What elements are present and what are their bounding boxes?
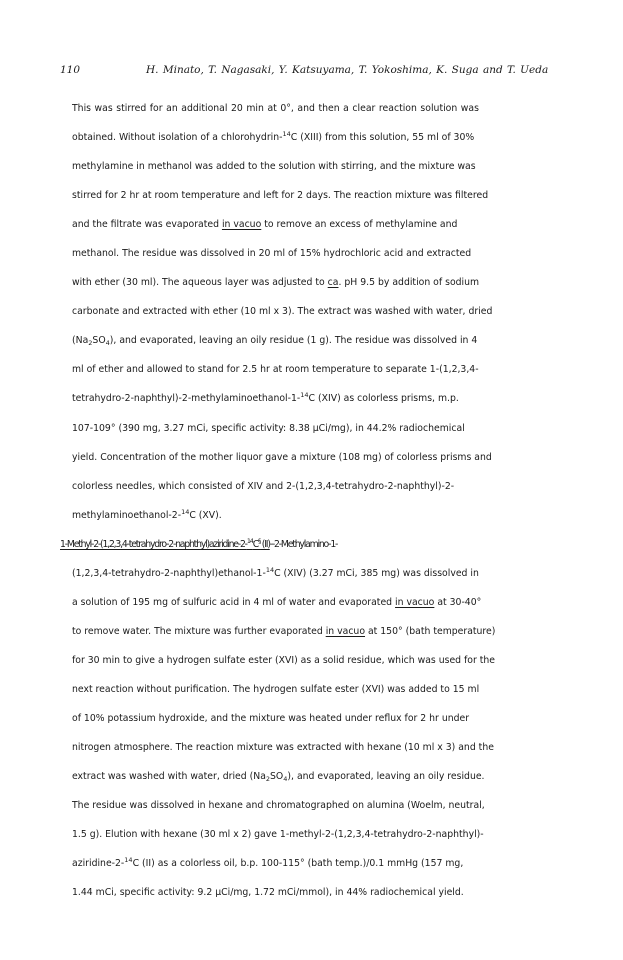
text-line: 1.44 mCi, specific activity: 9.2 µCi/mg, 1.72 mCi/mmol), in 44% radiochemical yield. (72, 887, 464, 899)
text-line: a solution of 195 mg of sulfuric acid in 4 ml of water and evaporated in vacuo at 30-40° (72, 596, 482, 608)
text-line: tetrahydro-2-naphthyl)-2-methylaminoethanol-1-$^{14}$C (XIV) as colorless prisms, m.p. (72, 391, 459, 405)
text-line: $(Na_2SO_4)$, and evaporated, leaving an oily residue (1 g). The residue was dissolved in 4 (72, 335, 478, 348)
text-line: for 30 min to give a hydrogen sulfate ester (XVI) as a solid residue, which was used for the (72, 654, 496, 666)
text-line: obtained. Without isolation of a chlorohydrin-$^{14}$C (XIII) from this solution, 55 ml of 30% (72, 130, 475, 144)
section-heading-line: 1-Methyl-2-(1,2,3,4-tetrahydro-2-naphthyl)aziridine-2-$^{14}$C§ (II)--2-Methylamino-1- (60, 536, 338, 550)
text-line: to remove water. The mixture was further evaporated in vacuo at 150° (bath temperature) (72, 625, 496, 637)
text-line: The residue was dissolved in hexane and chromatographed on alumina (Woelm, neutral, (72, 800, 485, 812)
text-line: nitrogen atmosphere. The reaction mixture was extracted with hexane (10 ml x 3) and the (72, 742, 494, 754)
text-line: This was stirred for an additional 20 min at 0°, and then a clear reaction solution was (72, 103, 479, 114)
text-line: aziridine-2-$^{14}$C (II) as a colorless oil, b.p. 100-115° (bath temp.)/0.1 mmHg (157 mg, (72, 856, 464, 870)
running-header (60, 64, 580, 82)
page-number: 110 (60, 64, 81, 76)
author-line: H. Minato, T. Nagasaki, Y. Katsuyama, T. Yokoshima, K. Suga and T. Ueda (146, 64, 549, 76)
text-line: methanol. The residue was dissolved in 20 ml of 15% hydrochloric acid and extracted (72, 248, 472, 260)
text-line: stirred for 2 hr at room temperature and left for 2 days. The reaction mixture was filtered (72, 190, 489, 202)
text-line: and the filtrate was evaporated in vacuo to remove an excess of methylamine and (72, 219, 458, 231)
text-line: of 10% potassium hydroxide, and the mixture was heated under reflux for 2 hr under (72, 712, 470, 724)
text-line: extract was washed with water, dried $(Na_2SO_4)$, and evaporated, leaving an oily residue. (72, 771, 485, 784)
text-line: ml of ether and allowed to stand for 2.5 hr at room temperature to separate 1-(1,2,3,4- (72, 364, 479, 376)
body-text (60, 94, 592, 907)
text-line: carbonate and extracted with ether (10 ml x 3). The extract was washed with water, dried (72, 306, 493, 318)
text-line: with ether (30 ml). The aqueous layer was adjusted to ca. pH 9.5 by addition of sodium (72, 277, 480, 289)
text-line: yield. Concentration of the mother liquor gave a mixture (108 mg) of colorless prisms and (72, 451, 492, 463)
text-line: (1,2,3,4-tetrahydro-2-naphthyl)ethanol-1-$^{14}$C (XIV) (3.27 mCi, 385 mg) was dissolved in (72, 565, 479, 579)
text-line: methylaminoethanol-2-$^{14}$C (XV). (72, 507, 222, 521)
text-line: methylamine in methanol was added to the solution with stirring, and the mixture was (72, 161, 476, 173)
text-line: 1.5 g). Elution with hexane (30 ml x 2) gave 1-methyl-2-(1,2,3,4-tetrahydro-2-naphthyl)- (72, 829, 484, 841)
text-line: colorless needles, which consisted of XIV and 2-(1,2,3,4-tetrahydro-2-naphthyl)-2- (72, 480, 455, 492)
text-line: next reaction without purification. The hydrogen sulfate ester (XVI) was added to 15 ml (72, 683, 480, 695)
section-heading: 1-Methyl-2-(1,2,3,4-tetrahydro-2-naphthyl)aziridine-2-$^{14}$C§ (II) (60, 536, 270, 550)
text-line: 107-109° (390 mg, 3.27 mCi, specific activity: 8.38 µCi/mg), in 44.2% radiochemical (72, 422, 465, 434)
